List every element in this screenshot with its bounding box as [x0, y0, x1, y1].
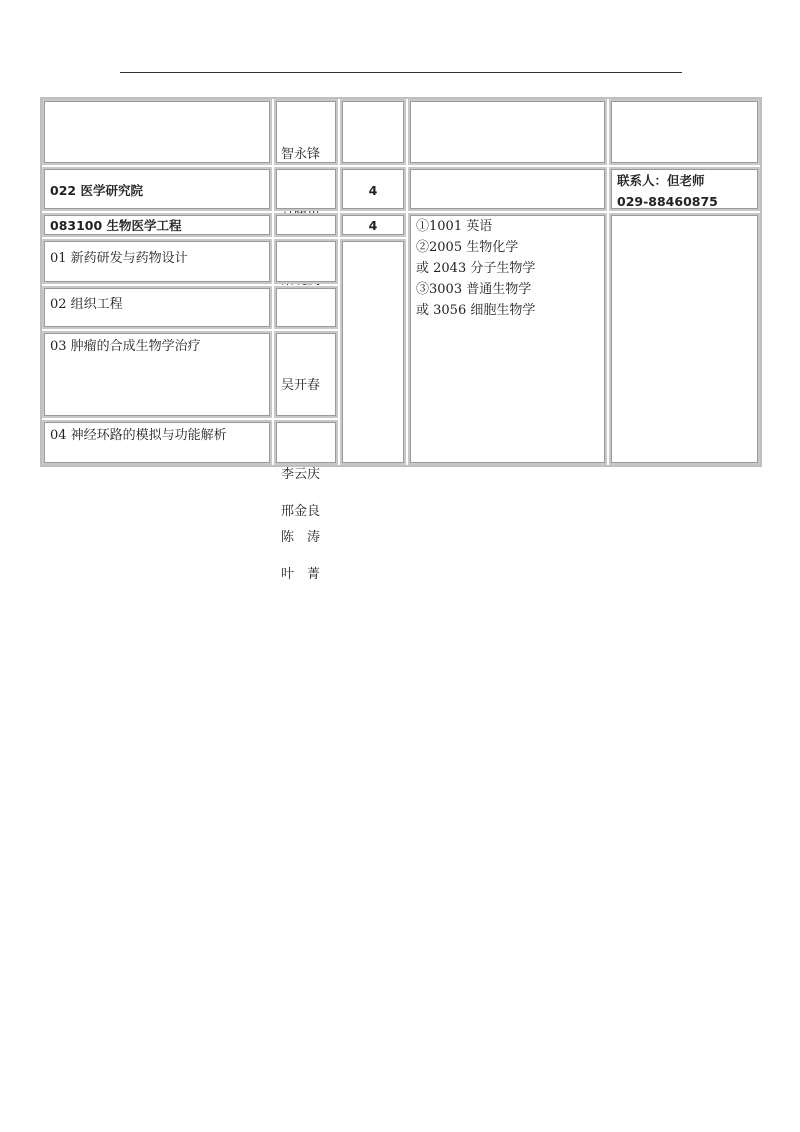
exam-subject: 或 3056 细胞生物学	[416, 303, 536, 318]
cell-major-advisors	[274, 213, 338, 237]
exam-subject: ①1001 英语	[416, 219, 493, 234]
cell-direction-01	[42, 239, 272, 284]
advisor-name: 邢金良	[281, 504, 321, 519]
direction-name: 02 组织工程	[50, 297, 123, 312]
cell-major-quota	[340, 213, 406, 237]
header-rule	[120, 72, 682, 73]
cell-institute-exams	[408, 167, 607, 211]
institute-name: 022 医学研究院	[50, 183, 143, 198]
direction-name: 04 神经环路的模拟与功能解析	[50, 428, 227, 443]
contact-phone: 029-88460875	[617, 194, 718, 209]
advisor-name: 李云庆	[281, 467, 321, 482]
cell-major-notes	[609, 213, 760, 465]
direction-name: 01 新药研发与药物设计	[50, 251, 188, 266]
cell-direction-01-advisors	[274, 239, 338, 284]
cell-institute-quota	[340, 167, 406, 211]
cell-direction-02-advisors	[274, 286, 338, 329]
advisor-name: 陈 涛	[281, 530, 321, 545]
cell-institute-contact	[609, 167, 760, 211]
cell-r1-quota	[340, 99, 406, 165]
cell-institute-advisors	[274, 167, 338, 211]
cell-institute-name	[42, 167, 272, 211]
contact-person: 联系人：但老师	[617, 173, 705, 188]
major-quota: 4	[368, 218, 378, 233]
cell-major-name	[42, 213, 272, 237]
major-name: 083100 生物医学工程	[50, 218, 182, 233]
cell-r1-notes	[609, 99, 760, 165]
cell-direction-04	[42, 420, 272, 465]
cell-direction-02	[42, 286, 272, 329]
cell-r1-exams	[408, 99, 607, 165]
cell-r1-advisors	[274, 99, 338, 165]
institute-quota: 4	[368, 183, 378, 198]
advisor-list	[281, 422, 320, 590]
cell-exam-subjects	[408, 213, 607, 465]
exam-subject: ③3003 普通生物学	[416, 282, 532, 297]
advisor-name: 吴开春	[281, 378, 321, 393]
cell-direction-03	[42, 331, 272, 418]
exam-subject: 或 2043 分子生物学	[416, 261, 536, 276]
advisor-name: 叶 菁	[281, 567, 321, 582]
cell-directions-quota	[340, 239, 406, 465]
advisor-name: 智永锋	[281, 147, 321, 162]
exam-subject: ②2005 生物化学	[416, 240, 519, 255]
direction-name: 03 肿瘤的合成生物学治疗	[50, 339, 201, 354]
cell-r1-direction	[42, 99, 272, 165]
